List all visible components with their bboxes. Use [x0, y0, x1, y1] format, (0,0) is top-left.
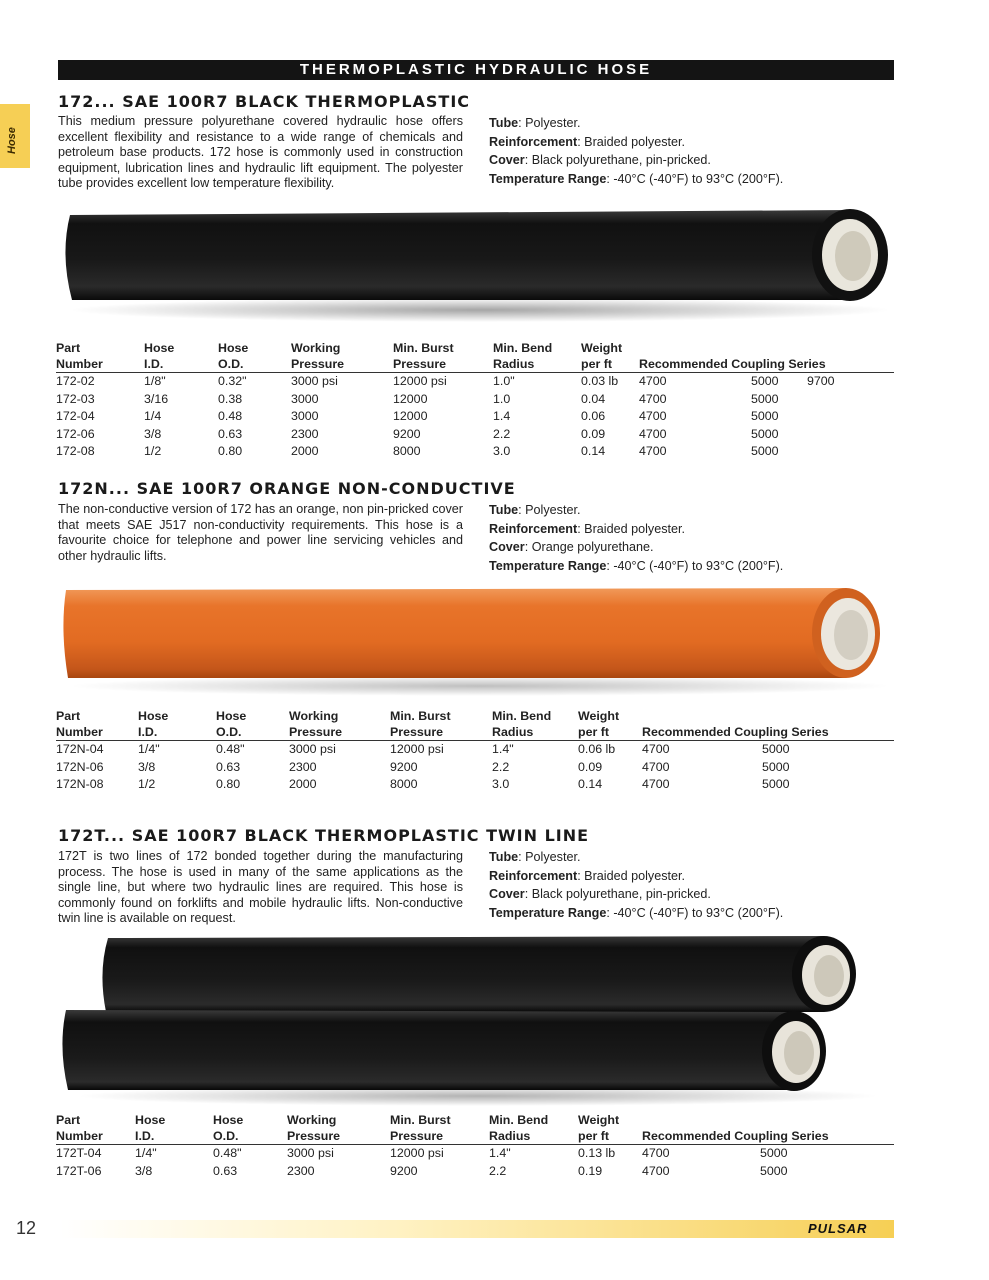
table-cell: 0.09 [578, 759, 603, 774]
table-header: Pressure [393, 356, 493, 373]
table-cell: 2300 [291, 426, 319, 441]
table-row [56, 759, 894, 777]
table-cell: 1.0" [493, 374, 515, 388]
table-cell: 1.0 [493, 391, 511, 406]
table-cell: 1.4" [489, 1146, 511, 1160]
table-cell: 3/8 [135, 1163, 153, 1178]
table-cell: 5000 [751, 374, 779, 388]
table-cell: 3000 psi [289, 742, 336, 756]
table-cell: 0.63 [213, 1163, 238, 1178]
side-tab [0, 104, 30, 168]
table-cell: 3000 [291, 409, 319, 423]
table-cell: 3/8 [138, 759, 156, 774]
table-cell: 172-04 [56, 409, 95, 423]
table-cell: 172-08 [56, 444, 95, 458]
table-header: Weight [578, 1113, 620, 1127]
table-cell: 5000 [751, 444, 779, 458]
table-header: Working [289, 709, 339, 723]
table-cell: 1/8" [144, 374, 166, 388]
table-cell: 0.63 [216, 759, 241, 774]
table-header: Hose [135, 1113, 166, 1127]
table-row [56, 443, 894, 461]
table-cell: 1.4" [492, 742, 514, 756]
table-row [56, 741, 894, 759]
section-description-172n: The non-conductive version of 172 has an orange, non pin-pricked cover that meets SAE J517 non-conductivity requirements. This hose is a favourite choice for telephone and power line servicing vehicles and other hydraulic lifts. [58, 502, 463, 563]
table-cell: 0.32" [218, 374, 247, 388]
table-row [56, 1145, 894, 1163]
table-cell: 4700 [639, 391, 667, 406]
table-cell: 12000 psi [393, 374, 447, 388]
section-title-172t: 172T... SAE 100R7 BLACK THERMOPLASTIC TWIN LINE [58, 826, 590, 845]
table-cell: 3.0 [493, 444, 511, 458]
section-banner [58, 60, 894, 80]
banner-title: THERMOPLASTIC HYDRAULIC HOSE [299, 61, 653, 78]
spec-item: Reinforcement: Braided polyester. [489, 521, 685, 536]
spec-item: Reinforcement: Braided polyester. [489, 868, 685, 883]
table-cell: 4700 [642, 777, 670, 791]
table-cell: 172T-06 [56, 1163, 102, 1178]
page-number: 12 [16, 1218, 37, 1238]
table-cell [807, 408, 894, 426]
table-cell: 5000 [751, 426, 779, 441]
table-cell: 1/2 [138, 777, 156, 791]
table-cell: 0.09 [581, 426, 606, 441]
table-cell: 0.63 [218, 426, 243, 441]
table-header: Radius [489, 1128, 578, 1145]
table-header: Min. Burst [390, 709, 451, 723]
table-row [56, 373, 894, 391]
table-cell: 5000 [751, 391, 779, 406]
table-header: Weight [578, 709, 620, 723]
table-cell: 3000 [291, 391, 319, 406]
spec-item: Temperature Range: -40°C (-40°F) to 93°C (200°F). [489, 558, 784, 573]
table-cell: 4700 [642, 1163, 670, 1178]
table-cell: 0.80 [218, 444, 243, 458]
table-header: Hose [213, 1113, 244, 1127]
table-row [56, 391, 894, 409]
section-description-172t: 172T is two lines of 172 bonded together during the manufacturing process. The hose is used in many of the same applications as the single line, but where two hydraulic lines are required. This hose is commonly found on forklifts and mobile hydraulic lifts. Non-conductive twin line is available on request. [58, 849, 463, 926]
table-cell: 0.03 lb [581, 374, 619, 388]
footer-bar [60, 1220, 894, 1238]
table-cell: 2000 [291, 444, 319, 458]
table-cell: 4700 [639, 444, 667, 458]
table-cell: 5000 [751, 409, 779, 423]
hose-image-172 [60, 200, 900, 325]
table-header: O.D. [216, 724, 289, 741]
spec-item: Tube: Polyester. [489, 850, 581, 864]
table-header: Working [287, 1113, 337, 1127]
spec-item: Tube: Polyester. [489, 116, 581, 130]
table-header: Min. Bend [493, 341, 553, 355]
table-cell: 2.2 [492, 759, 510, 774]
table-cell: 172N-06 [56, 759, 104, 774]
table-header: Min. Burst [390, 1113, 451, 1127]
table-cell: 0.14 [578, 777, 603, 791]
table-cell: 172N-04 [56, 742, 104, 756]
section-description-172: This medium pressure polyurethane covered hydraulic hose offers excellent flexibility and resistance to a wide range of chemicals and petroleum base products. 172 hose is commonly used in construction equipment, lubrication lines and hydraulic lift equipment. The polyester tube provides excellent low temperature flexibility. [58, 114, 463, 191]
table-header: Min. Bend [492, 709, 552, 723]
table-header: Hose [144, 341, 175, 355]
spec-list-172n [489, 501, 849, 575]
table-header: Part [56, 709, 81, 723]
table-cell: 0.06 [581, 409, 606, 423]
table-header: Hose [216, 709, 247, 723]
table-cell: 12000 psi [390, 742, 444, 756]
table-cell: 172-02 [56, 374, 95, 388]
spec-item: Temperature Range: -40°C (-40°F) to 93°C (200°F). [489, 171, 784, 186]
table-cell: 2300 [287, 1163, 315, 1178]
table-cell: 4700 [639, 374, 667, 388]
table-cell: 0.48" [213, 1146, 242, 1160]
spec-list-172t [489, 848, 849, 922]
table-header: I.D. [144, 356, 218, 373]
table-cell: 172-06 [56, 426, 95, 441]
table-cell: 0.48 [218, 409, 243, 423]
table-header: Recommended Coupling Series [639, 356, 894, 373]
table-row [56, 1163, 894, 1181]
table-cell: 5000 [760, 1163, 788, 1178]
spec-item: Cover: Black polyurethane, pin-pricked. [489, 153, 711, 167]
table-header: Pressure [390, 724, 492, 741]
table-header: Pressure [390, 1128, 489, 1145]
table-cell: 0.13 lb [578, 1146, 616, 1160]
table-header: per ft [578, 724, 642, 741]
table-cell: 1/2 [144, 444, 162, 458]
table-cell: 9200 [390, 759, 418, 774]
table-cell: 5000 [762, 777, 790, 791]
spec-item: Tube: Polyester. [489, 503, 581, 517]
table-header: Number [56, 724, 138, 741]
table-header: Recommended Coupling Series [642, 724, 894, 741]
table-cell: 4700 [639, 426, 667, 441]
table-cell: 2.2 [489, 1163, 507, 1178]
table-header: Recommended Coupling Series [642, 1128, 894, 1145]
side-tab-label: Hose [6, 127, 18, 154]
table-cell: 3/8 [144, 426, 162, 441]
spec-table-172n [56, 708, 894, 794]
table-cell: 0.38 [218, 391, 243, 406]
spec-table-172 [56, 340, 894, 461]
table-cell: 5000 [760, 1146, 788, 1160]
table-cell: 0.06 lb [578, 742, 616, 756]
table-cell [807, 391, 894, 409]
hose-image-172n [60, 580, 900, 700]
table-header: Number [56, 1128, 135, 1145]
table-cell: 172N-08 [56, 777, 104, 791]
table-cell: 4700 [642, 1146, 670, 1160]
table-cell: 9700 [807, 374, 835, 388]
table-cell: 12000 [393, 409, 428, 423]
table-header: Hose [218, 341, 249, 355]
table-cell: 3000 psi [291, 374, 338, 388]
table-header: Radius [492, 724, 578, 741]
table-row [56, 426, 894, 444]
table-cell: 1/4" [138, 742, 160, 756]
table-cell: 3/16 [144, 391, 169, 406]
table-cell [807, 426, 894, 444]
spec-item: Temperature Range: -40°C (-40°F) to 93°C (200°F). [489, 905, 784, 920]
table-cell [807, 443, 894, 461]
table-header: per ft [581, 356, 639, 373]
section-title-172: 172... SAE 100R7 BLACK THERMOPLASTIC [58, 92, 471, 111]
table-header: Min. Bend [489, 1113, 549, 1127]
table-header: Part [56, 341, 81, 355]
table-header: Pressure [289, 724, 390, 741]
table-header: per ft [578, 1128, 642, 1145]
table-header: O.D. [213, 1128, 287, 1145]
table-cell: 1/4 [144, 409, 162, 423]
table-cell: 4700 [639, 409, 667, 423]
table-row [56, 408, 894, 426]
table-cell: 0.48" [216, 742, 245, 756]
table-cell: 2.2 [493, 426, 511, 441]
table-cell: 8000 [390, 777, 418, 791]
table-header: I.D. [138, 724, 216, 741]
spec-list-172 [489, 114, 849, 188]
table-cell: 12000 psi [390, 1146, 444, 1160]
table-cell: 5000 [762, 759, 790, 774]
table-header: Pressure [291, 356, 393, 373]
table-header: Min. Burst [393, 341, 454, 355]
table-cell: 0.14 [581, 444, 606, 458]
table-cell: 2000 [289, 777, 317, 791]
table-cell: 2300 [289, 759, 317, 774]
hose-image-172t [58, 932, 908, 1110]
section-title-172n: 172N... SAE 100R7 ORANGE NON-CONDUCTIVE [58, 479, 516, 498]
table-header: Number [56, 356, 144, 373]
table-cell: 9200 [390, 1163, 418, 1178]
table-cell: 9200 [393, 426, 421, 441]
table-cell: 4700 [642, 759, 670, 774]
table-cell: 1.4 [493, 409, 511, 423]
table-header: I.D. [135, 1128, 213, 1145]
table-header: Radius [493, 356, 581, 373]
table-cell: 3000 psi [287, 1146, 334, 1160]
table-cell: 12000 [393, 391, 428, 406]
spec-item: Cover: Black polyurethane, pin-pricked. [489, 887, 711, 901]
table-cell: 1/4" [135, 1146, 157, 1160]
table-header: O.D. [218, 356, 291, 373]
table-header: Pressure [287, 1128, 390, 1145]
table-cell: 5000 [762, 742, 790, 756]
spec-table-172t [56, 1112, 894, 1180]
spec-item: Reinforcement: Braided polyester. [489, 134, 685, 149]
table-cell: 3.0 [492, 777, 510, 791]
table-cell: 0.80 [216, 777, 241, 791]
table-header: Working [291, 341, 341, 355]
brand-logo: PULSAR [808, 1221, 868, 1236]
table-cell: 4700 [642, 742, 670, 756]
spec-item: Cover: Orange polyurethane. [489, 540, 654, 554]
table-header: Hose [138, 709, 169, 723]
table-cell: 8000 [393, 444, 421, 458]
table-cell: 172-03 [56, 391, 95, 406]
table-cell: 0.04 [581, 391, 606, 406]
table-cell: 0.19 [578, 1163, 603, 1178]
table-header: Part [56, 1113, 81, 1127]
table-row [56, 776, 894, 794]
table-cell: 172T-04 [56, 1146, 102, 1160]
table-header: Weight [581, 341, 623, 355]
